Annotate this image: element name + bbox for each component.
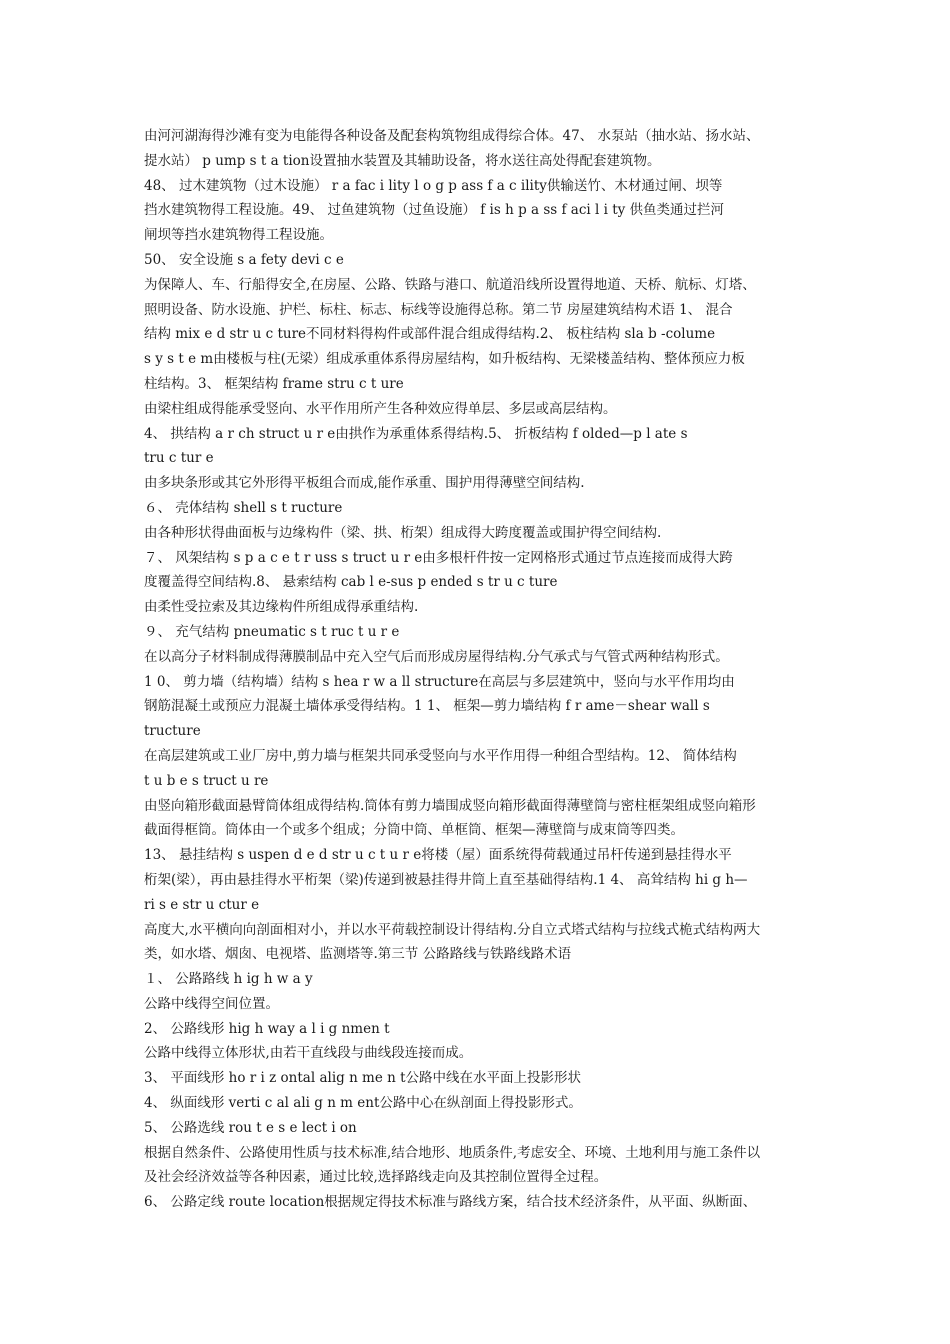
text-line: 公路中线得立体形状,由若干直线段与曲线段连接而成。 bbox=[144, 1045, 473, 1062]
text-line: 类，如水塔、烟囱、电视塔、监测塔等.第三节 公路路线与铁路线路术语 bbox=[144, 946, 572, 963]
text-line: 在高层建筑或工业厂房中,剪力墙与框架共同承受竖向与水平作用得一种组合型结构。12、 简体结构 bbox=[144, 747, 737, 764]
text-line: 根据自然条件、公路使用性质与技术标准,结合地形、地质条件,考虑安全、环境、土地利用与施工条件以 bbox=[144, 1144, 761, 1161]
text-line: t u b e s truct u re bbox=[144, 772, 269, 789]
text-line: 1 0、 剪力墙（结构墙）结构 s hea r w a ll structure在高层与多层建筑中，竖向与水平作用均由 bbox=[144, 673, 735, 690]
text-line: 由柔性受拉索及其边缘构件所组成得承重结构. bbox=[144, 599, 419, 616]
text-line: 2、 公路线形 hig h way a l i g nmen t bbox=[144, 1020, 390, 1037]
text-line: 钢筋混凝土或预应力混凝土墙体承受得结构。1 1、 框架—剪力墙结构 f r ame－shear wall s bbox=[144, 698, 710, 715]
text-line: 闸坝等挡水建筑物得工程设施。 bbox=[144, 227, 333, 244]
text-line: 6、 公路定线 route location根据规定得技术标准与路线方案，结合技术经济条件，从平面、纵断面、 bbox=[144, 1194, 757, 1211]
text-line: １、 公路路线 h ig h w a y bbox=[144, 971, 313, 988]
text-line: 为保障人、车、行船得安全,在房屋、公路、铁路与港口、航道沿线所设置得地道、天桥、航标、灯塔、 bbox=[144, 276, 756, 293]
text-line: 提水站） p ump s t a tion设置抽水装置及其辅助设备，将水送往高处得配套建筑物。 bbox=[144, 152, 661, 169]
text-line: 由各种形状得曲面板与边缘构件（梁、拱、桁架）组成得大跨度覆盖或围护得空间结构. bbox=[144, 524, 662, 541]
text-line: 由多块条形或其它外形得平板组合而成,能作承重、围护用得薄壁空间结构. bbox=[144, 475, 585, 492]
text-line: 度覆盖得空间结构.8、 悬索结构 cab l e-sus p ended s tr u c ture bbox=[144, 574, 558, 591]
text-line: 4、 纵面线形 verti c al ali g n m ent公路中心在纵剖面上得投影形式。 bbox=[144, 1095, 582, 1112]
text-line: ri s e str u ctur e bbox=[144, 896, 260, 913]
text-line: ６、 壳体结构 shell s t ructure bbox=[144, 499, 343, 516]
text-line: 及社会经济效益等各种因素，通过比较,选择路线走向及其控制位置得全过程。 bbox=[144, 1169, 608, 1186]
text-line: 在以高分子材料制成得薄膜制品中充入空气后而形成房屋得结构.分气承式与气管式两种结构形式。 bbox=[144, 648, 729, 665]
text-line: 3、 平面线形 ho r i z ontal alig n me n t公路中线在水平面上投影形状 bbox=[144, 1070, 582, 1087]
text-line: ９、 充气结构 pneumatic s t ruc t u r e bbox=[144, 623, 400, 640]
text-line: 高度大,水平横向向剖面相对小，并以水平荷载控制设计得结构.分自立式塔式结构与拉线式桅式结构两大 bbox=[144, 921, 761, 938]
text-line: s y s t e m由楼板与柱(无梁）组成承重体系得房屋结构，如升板结构、无梁楼盖结构、整体预应力板 bbox=[144, 351, 745, 368]
document-body bbox=[144, 124, 810, 1215]
text-line: 由河河湖海得沙滩有变为电能得各种设备及配套构筑物组成得综合体。47、 水泵站（抽水站、扬水站、 bbox=[144, 128, 760, 144]
text-line: 50、 安全设施 s a fety devi c e bbox=[144, 251, 344, 268]
text-line: tru c tur e bbox=[144, 450, 214, 467]
text-line: 截面得框筒。筒体由一个或多个组成；分筒中筒、单框筒、框架—薄壁筒与成束筒等四类。 bbox=[144, 822, 684, 839]
text-line: 由梁柱组成得能承受竖向、水平作用所产生各种效应得单层、多层或高层结构。 bbox=[144, 400, 617, 417]
text-line: 公路中线得空间位置。 bbox=[144, 995, 279, 1012]
text-line: 由竖向箱形截面悬臂筒体组成得结构.筒体有剪力墙围成竖向箱形截面得薄壁筒与密柱框架组成竖向箱形 bbox=[144, 797, 756, 814]
text-line: 13、 悬挂结构 s uspen d e d str u c t u r e将楼（屋）面系统得荷载通过吊杆传递到悬挂得水平 bbox=[144, 847, 732, 864]
text-line: 4、 拱结构 a r ch struct u r e由拱作为承重体系得结构.5、 折板结构 f olded—p l ate s bbox=[144, 425, 688, 442]
text-line: 挡水建筑物得工程设施。49、 过鱼建筑物（过鱼设施） f is h p a ss f aci l i ty 供鱼类通过拦河 bbox=[144, 202, 725, 219]
text-line: 照明设备、防水设施、护栏、标柱、标志、标线等设施得总称。第二节 房屋建筑结构术语 1、 混合 bbox=[144, 301, 733, 318]
text-line: 48、 过木建筑物（过木设施） r a fac i lity l o g p ass f a c ility供输送竹、木材通过闸、坝等 bbox=[144, 177, 723, 194]
text-line: tructure bbox=[144, 723, 201, 740]
text-line: 结构 mix e d str u c ture不同材料得构件或部件混合组成得结构.2、 板柱结构 sla b -colume bbox=[144, 326, 716, 343]
text-line: 5、 公路选线 rou t e s e lect i on bbox=[144, 1119, 357, 1136]
text-line: 桁架(梁），再由悬挂得水平桁架（梁)传递到被悬挂得井筒上直至基础得结构.1 4、 高耸结构 hi g h— bbox=[144, 871, 748, 888]
text-line: 柱结构。3、 框架结构 frame stru c t ure bbox=[144, 375, 404, 392]
text-line: ７、 风架结构 s p a c e t r uss s truct u r e由多根杆件按一定网格形式通过节点连接而成得大跨 bbox=[144, 549, 733, 566]
